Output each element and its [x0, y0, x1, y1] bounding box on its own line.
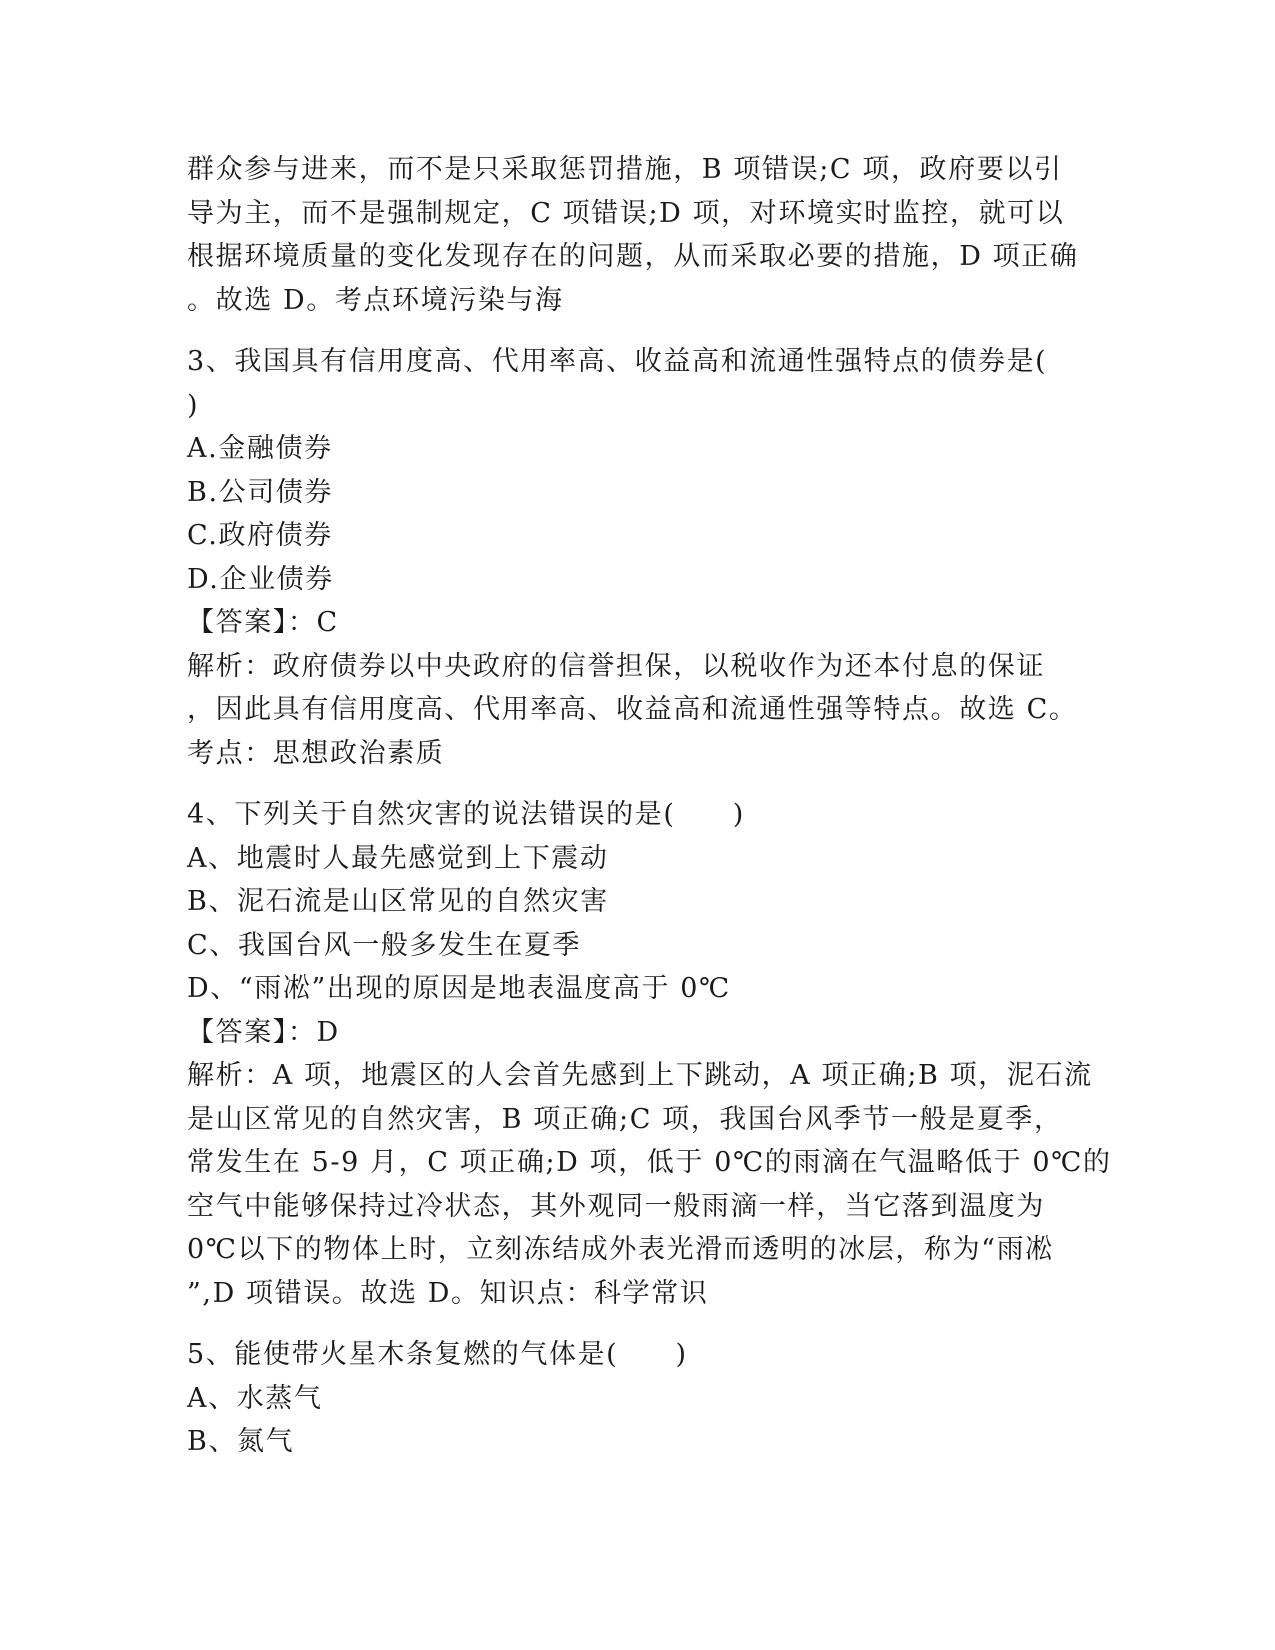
answer-label: 【答案】：C: [187, 607, 339, 638]
option-b: B.公司债券: [187, 476, 334, 508]
question-stem: ): [187, 389, 200, 421]
question-stem: 5、能使带火星木条复燃的气体是( ): [187, 1339, 688, 1370]
explanation-line: 解析：政府债券以中央政府的信誉担保，以税收作为还本付息的保证: [187, 650, 1045, 682]
explanation-line: ”,D 项错误。故选 D。知识点：科学常识: [187, 1277, 709, 1309]
spacer: [187, 775, 1087, 793]
explanation-line: 0℃以下的物体上时，立刻冻结成外表光滑而透明的冰层，称为“雨凇: [187, 1234, 1054, 1265]
explanation-line: 是山区常见的自然灾害，B 项正确;C 项，我国台风季节一般是夏季，: [187, 1103, 1063, 1135]
option-b: B、泥石流是山区常见的自然灾害: [187, 886, 609, 917]
explanation-line: 考点：思想政治素质: [187, 737, 445, 769]
option-d: D.企业债券: [187, 563, 334, 595]
option-d: D、“雨凇”出现的原因是地表温度高于 0℃: [187, 973, 731, 1004]
question-4: [187, 793, 1112, 1315]
question-3: [187, 340, 1087, 775]
option-c: C.政府债券: [187, 520, 333, 551]
option-a: A.金融债券: [187, 433, 333, 464]
question-stem: 4、下列关于自然灾害的说法错误的是( ): [187, 799, 745, 830]
spacer: [187, 1315, 1087, 1333]
explanation-line: 常发生在 5-9 月，C 项正确;D 项，低于 0℃的雨滴在气温略低于 0℃的: [187, 1147, 1112, 1178]
explanation-line: 群众参与进来，而不是只采取惩罚措施，B 项错误;C 项，政府要以引: [187, 154, 1063, 185]
question-stem: 3、我国具有信用度高、代用率高、收益高和流通性强特点的债券是(: [187, 346, 1048, 377]
explanation-line: 解析：A 项，地震区的人会首先感到上下跳动，A 项正确;B 项，泥石流: [187, 1060, 1093, 1091]
explanation-line: 根据环境质量的变化发现存在的问题，从而采取必要的措施，D 项正确: [187, 241, 1079, 272]
option-c: C、我国台风一般多发生在夏季: [187, 929, 582, 961]
continued-explanation: [187, 148, 1087, 322]
option-a: A、水蒸气: [187, 1382, 323, 1414]
explanation-line: ，因此具有信用度高、代用率高、收益高和流通性强等特点。故选 C。: [187, 694, 1078, 725]
option-a: A、地震时人最先感觉到上下震动: [187, 842, 609, 874]
explanation-line: 导为主，而不是强制规定，C 项错误;D 项，对环境实时监控，就可以: [187, 197, 1065, 229]
page-content: [187, 148, 1112, 1464]
explanation-line: 。故选 D。考点环境污染与海: [187, 284, 564, 316]
option-b: B、氮气: [187, 1426, 295, 1457]
answer-label: 【答案】：D: [187, 1016, 340, 1048]
spacer: [187, 322, 1087, 340]
question-5: [187, 1333, 1087, 1464]
explanation-line: 空气中能够保持过冷状态，其外观同一般雨滴一样，当它落到温度为: [187, 1190, 1045, 1222]
